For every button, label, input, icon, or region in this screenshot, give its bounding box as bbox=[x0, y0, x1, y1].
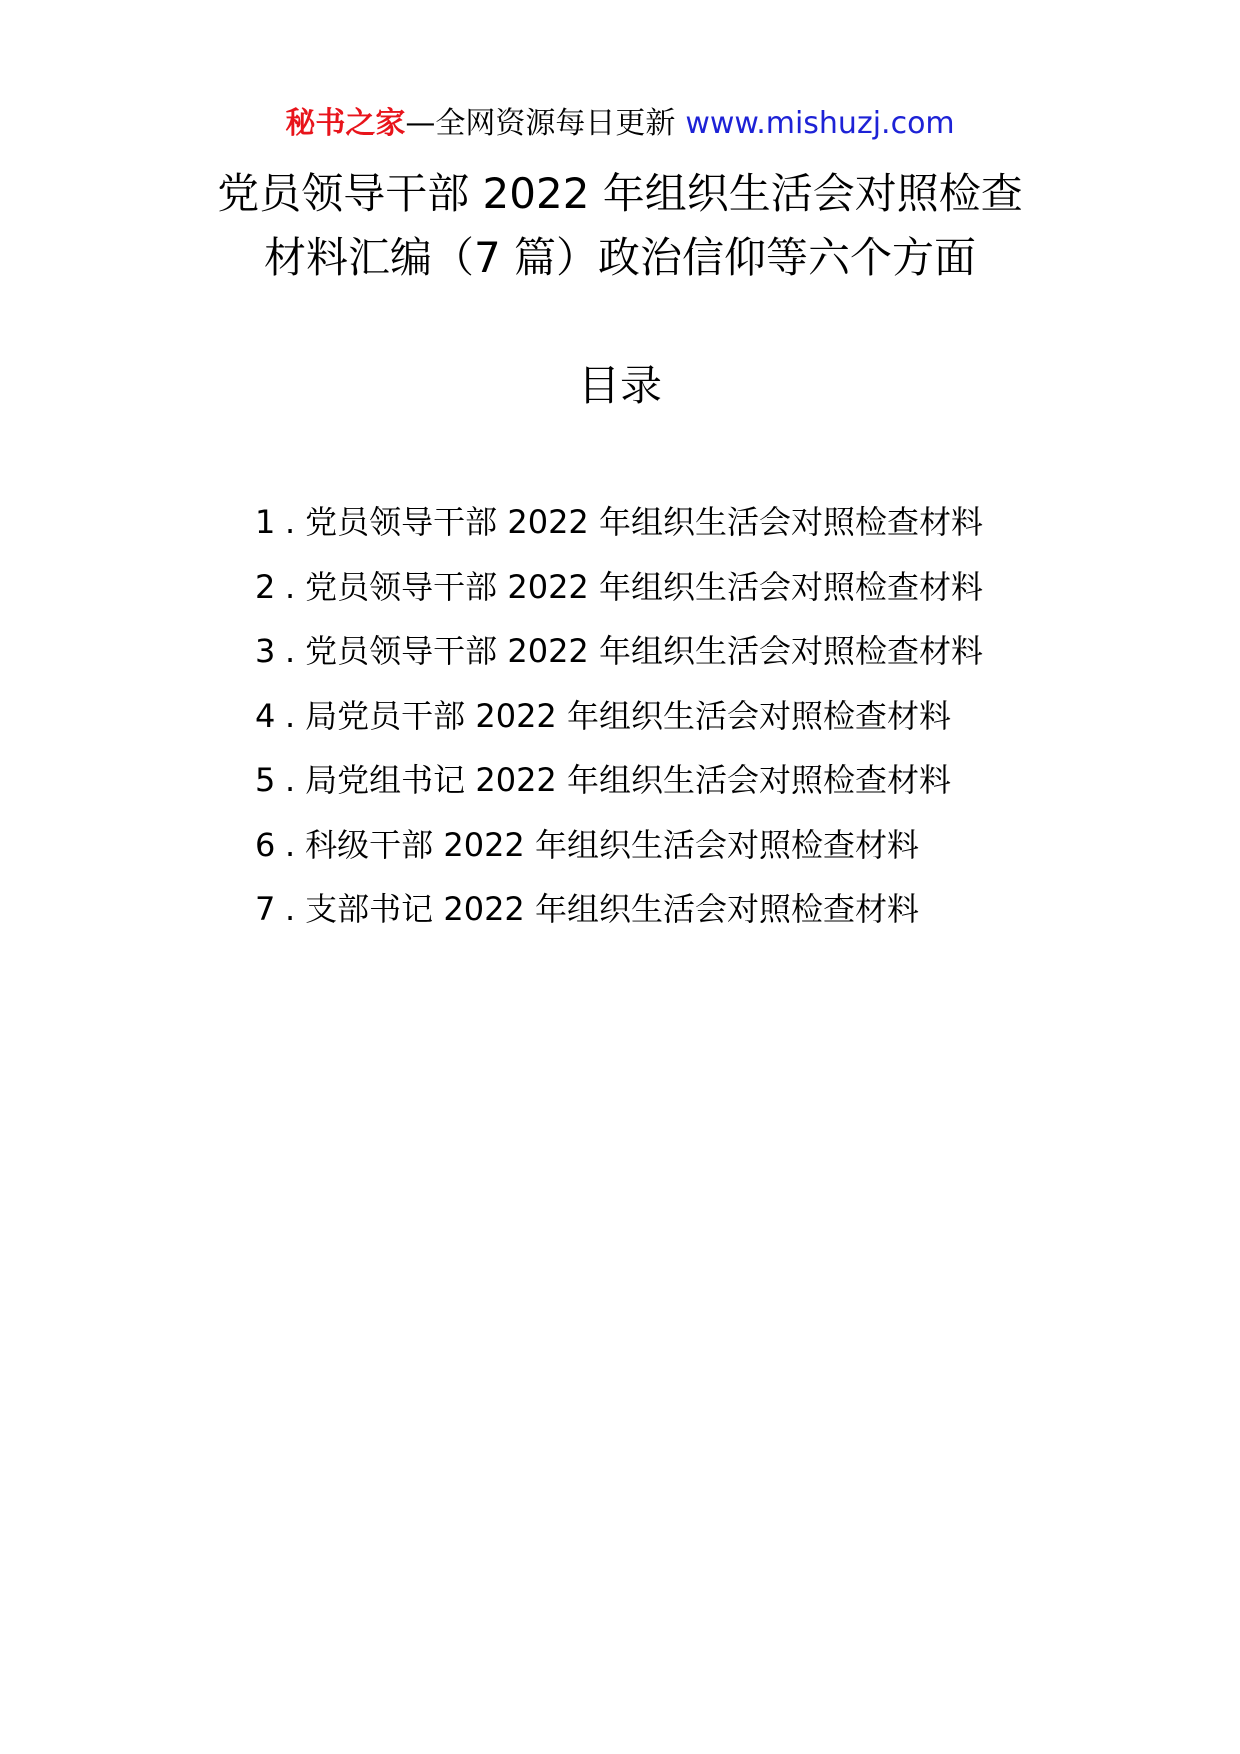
toc-item[interactable] bbox=[255, 619, 1075, 684]
toc-item-text: 党员领导干部 2022 年组织生活会对照检查材料 bbox=[305, 632, 983, 670]
header-tagline: —全网资源每日更新 bbox=[405, 106, 676, 141]
document-title bbox=[150, 162, 1090, 290]
toc-list bbox=[255, 490, 1075, 942]
title-line-2: 材料汇编（7 篇）政治信仰等六个方面 bbox=[263, 233, 977, 282]
toc-item-text: 党员领导干部 2022 年组织生活会对照检查材料 bbox=[305, 503, 983, 541]
toc-item-number: 2 bbox=[255, 567, 276, 606]
toc-item[interactable] bbox=[255, 490, 1075, 555]
toc-item-number: 3 bbox=[255, 632, 276, 670]
toc-item-separator: . bbox=[285, 761, 296, 799]
toc-item-separator: . bbox=[285, 567, 296, 606]
toc-item[interactable] bbox=[255, 877, 1075, 942]
toc-item-number: 7 bbox=[255, 890, 276, 928]
toc-item-text: 局党组书记 2022 年组织生活会对照检查材料 bbox=[305, 761, 951, 799]
toc-item-separator: . bbox=[285, 503, 296, 541]
toc-item-number: 5 bbox=[255, 761, 276, 799]
toc-item[interactable] bbox=[255, 684, 1075, 749]
site-header bbox=[0, 104, 1240, 144]
toc-item-text: 局党员干部 2022 年组织生活会对照检查材料 bbox=[305, 696, 951, 735]
toc-item-separator: . bbox=[285, 825, 296, 864]
toc-item-text: 科级干部 2022 年组织生活会对照检查材料 bbox=[305, 825, 919, 864]
site-link[interactable]: www.mishuzj.com bbox=[685, 106, 955, 141]
toc-item-number: 4 bbox=[255, 696, 276, 735]
toc-item-text: 支部书记 2022 年组织生活会对照检查材料 bbox=[305, 890, 919, 928]
toc-item-separator: . bbox=[285, 890, 296, 928]
title-line-1: 党员领导干部 2022 年组织生活会对照检查 bbox=[217, 169, 1023, 218]
toc-item[interactable] bbox=[255, 748, 1075, 813]
toc-heading: 目录 bbox=[577, 361, 662, 410]
toc-item-separator: . bbox=[285, 632, 296, 670]
brand-name: 秘书之家 bbox=[285, 106, 406, 141]
toc-item-number: 1 bbox=[255, 503, 276, 541]
toc-item-separator: . bbox=[285, 696, 296, 735]
toc-item[interactable] bbox=[255, 555, 1075, 620]
toc-item-text: 党员领导干部 2022 年组织生活会对照检查材料 bbox=[305, 567, 983, 606]
toc-item-number: 6 bbox=[255, 825, 276, 864]
toc-item[interactable] bbox=[255, 813, 1075, 878]
